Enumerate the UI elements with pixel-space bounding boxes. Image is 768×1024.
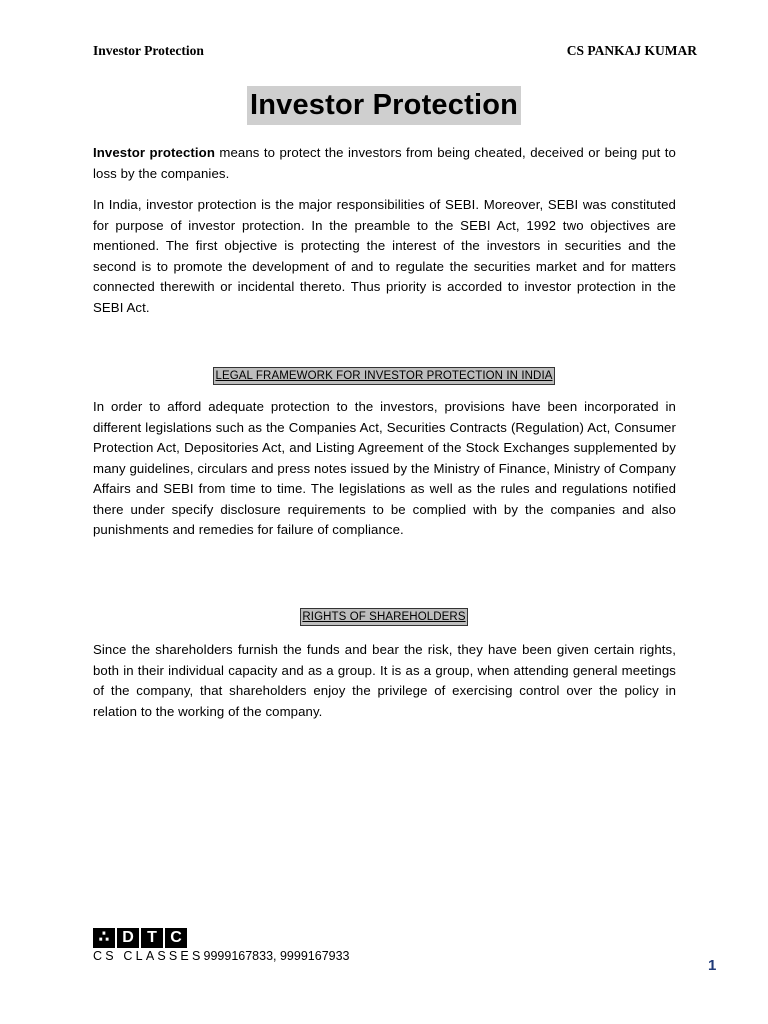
footer-contact	[93, 949, 350, 963]
india-paragraph: In India, investor protection is the major responsibilities of SEBI. Moreover, SEBI was constituted for purpose of investor protection. In the preamble to the SEBI Act, 1992 two objectives are mentioned. The first objective is protecting the interest of the investors in securities and the second is to promote the development of and to regulate the securities market and for matters connected therewith or incidental thereto. Thus priority is accorded to investor protection in the SEBI Act.	[93, 197, 676, 315]
classes-label: CS CLASSES	[93, 949, 204, 963]
title-container	[0, 86, 768, 125]
intro-text: means to protect the investors from being cheated, deceived or being put to loss by the companies.	[93, 145, 676, 181]
logo-letter-c: C	[165, 928, 187, 948]
logo-row	[93, 928, 350, 948]
logo-letter-t: T	[141, 928, 163, 948]
footer-logo	[93, 928, 350, 963]
logo-letter-d: D	[117, 928, 139, 948]
intro-bold-term: Investor protection	[93, 145, 215, 160]
legal-heading-container	[0, 366, 768, 385]
header-author: CS PANKAJ KUMAR	[566, 43, 697, 58]
header-doc-title: Investor Protection	[93, 43, 204, 58]
page-title: Investor Protection	[247, 86, 521, 125]
rights-heading-container	[0, 607, 768, 626]
rights-paragraph: Since the shareholders furnish the funds and bear the risk, they have been given certain rights, both in their individual capacity and as a group. It is as a group, when attending general meetings of the company, that shareholders enjoy the privilege of exercising control over the policy in relation to the working of the company.	[93, 642, 676, 719]
legal-framework-heading: LEGAL FRAMEWORK FOR INVESTOR PROTECTION IN INDIA	[213, 367, 554, 385]
running-header	[93, 43, 697, 59]
phone-numbers: 9999167833, 9999167933	[203, 949, 350, 963]
logo-mark-icon: ∴	[93, 928, 115, 948]
rights-heading: RIGHTS OF SHAREHOLDERS	[300, 608, 467, 626]
intro-paragraph	[93, 143, 676, 184]
legal-framework-paragraph: In order to afford adequate protection to the investors, provisions have been incorporated in different legislations such as the Companies Act, Securities Contracts (Regulation) Act, Consumer Protection Act, Depositories Act, and Listing Agreement of the Stock Exchanges supplemented by many guidelines, circulars and press notes issued by the Ministry of Finance, Ministry of Company Affairs and SEBI from time to time. The legislations as well as the rules and regulations notified there under specify disclosure requirements to be complied with by the companies and also punishments and remedies for failure of compliance.	[93, 399, 676, 537]
page-number: 1	[708, 957, 717, 974]
